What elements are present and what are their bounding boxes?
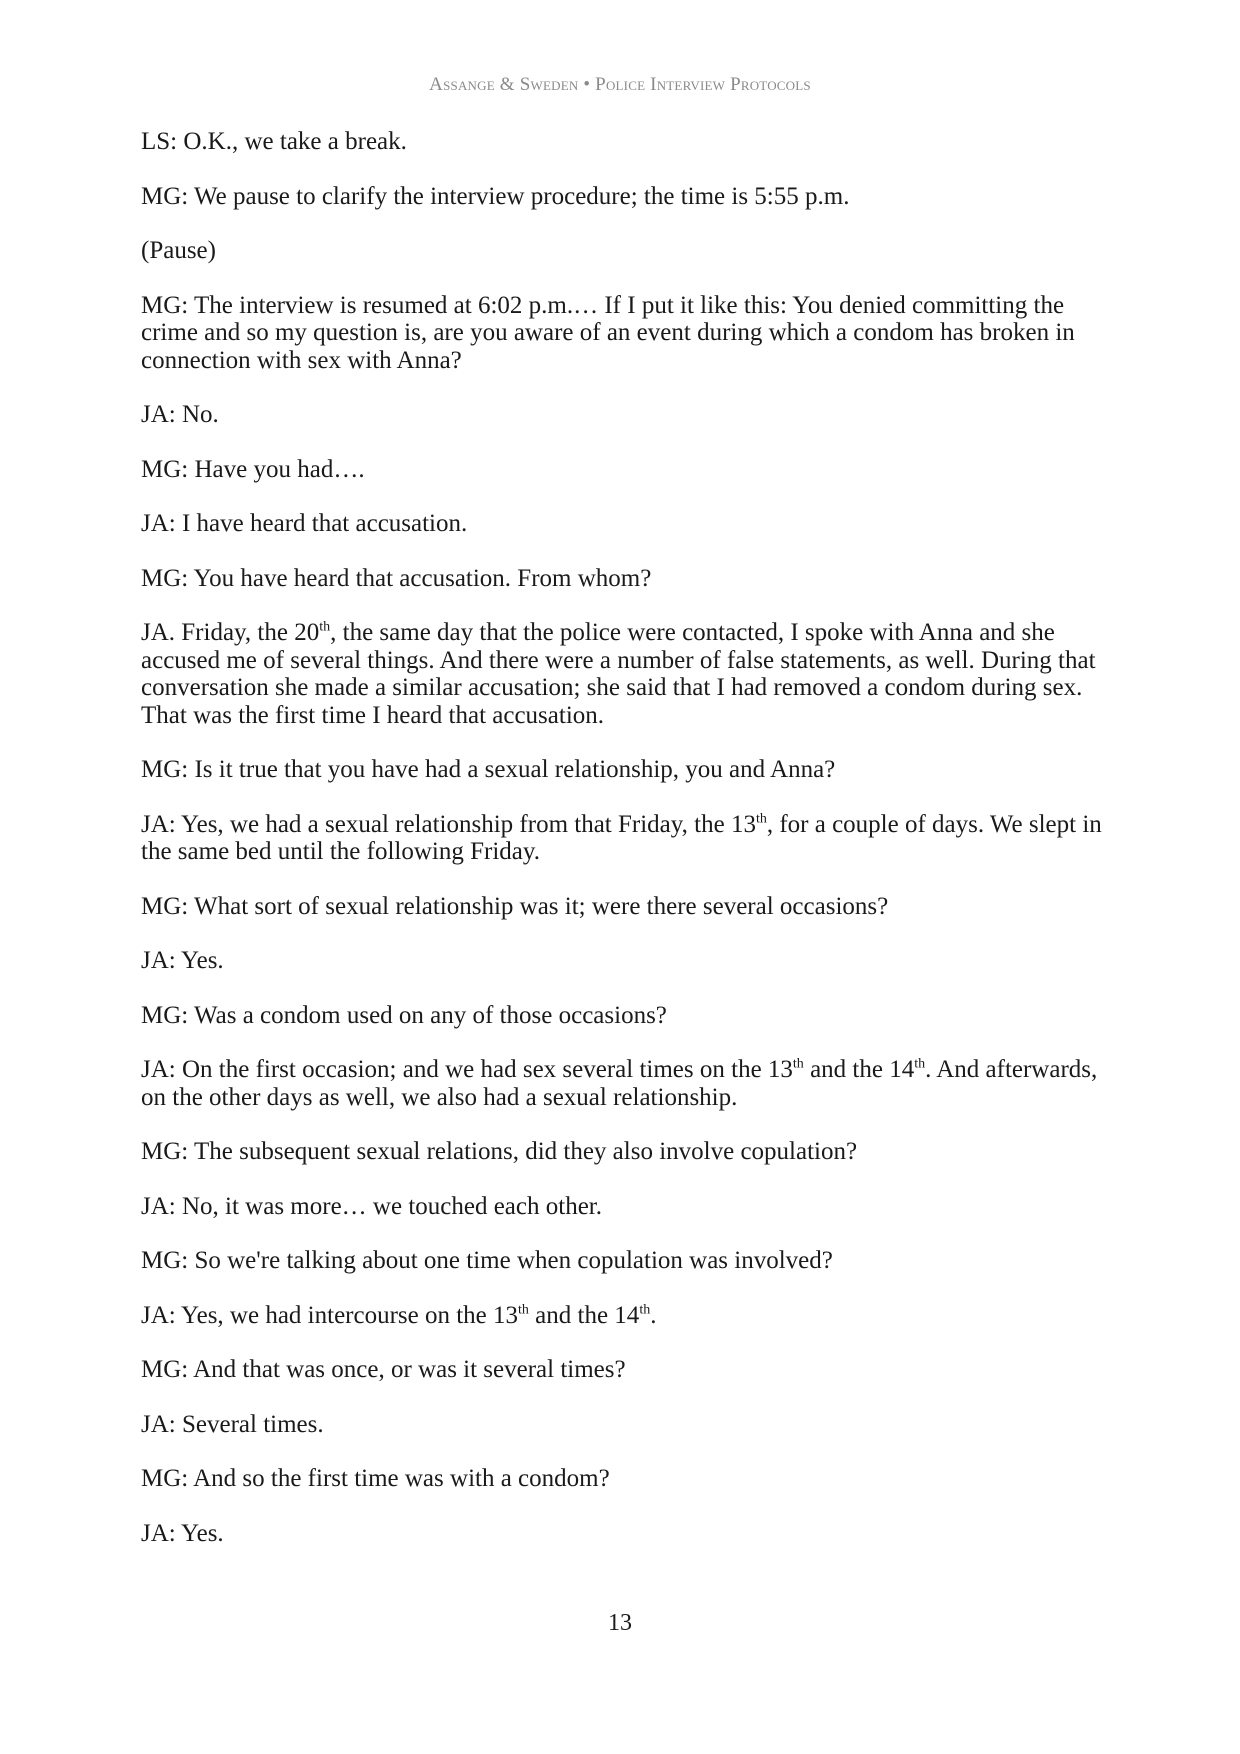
transcript-paragraph bbox=[141, 811, 1109, 866]
transcript-paragraph bbox=[141, 1520, 1109, 1548]
paragraph-text: MG: Have you had…. bbox=[141, 455, 365, 483]
paragraph-text: and the 14 bbox=[528, 1301, 640, 1329]
transcript-paragraph bbox=[141, 456, 1109, 484]
paragraph-text: MG: Is it true that you have had a sexual relationship, you and Anna? bbox=[141, 756, 836, 783]
paragraph-text: MG: You have heard that accusation. From whom? bbox=[141, 564, 652, 592]
transcript-paragraph bbox=[141, 565, 1109, 593]
paragraph-text: JA: No. bbox=[141, 401, 219, 428]
paragraph-text: JA. Friday, the 20 bbox=[141, 619, 320, 646]
paragraph-text: JA: No, it was more… we touched each other. bbox=[141, 1192, 602, 1220]
paragraph-text: MG: The interview is resumed at 6:02 p.m.… If I put it like this: You denied committing the crime and so my question is, are you aware of an event during which a condom has broken in connection with sex with Anna? bbox=[141, 291, 1075, 374]
paragraph-text: MG: And that was once, or was it several times? bbox=[141, 1356, 626, 1383]
transcript-paragraph bbox=[141, 1056, 1109, 1111]
running-header: Assange & Sweden • Police Interview Protocols bbox=[429, 74, 811, 95]
ordinal-superscript: th bbox=[914, 1056, 926, 1072]
paragraph-text: JA: Yes. bbox=[141, 947, 224, 974]
ordinal-superscript: th bbox=[639, 1302, 651, 1318]
paragraph-text: and the 14 bbox=[803, 1056, 915, 1083]
transcript-paragraph bbox=[141, 1465, 1109, 1493]
page-number: 13 bbox=[608, 1610, 632, 1636]
ordinal-superscript: th bbox=[518, 1302, 529, 1318]
transcript-paragraph bbox=[141, 893, 1109, 921]
transcript-paragraph bbox=[141, 1002, 1109, 1030]
transcript-paragraph bbox=[141, 292, 1109, 375]
transcript-paragraph bbox=[141, 1302, 1109, 1330]
paragraph-text: JA: I have heard that accusation. bbox=[141, 510, 468, 537]
ordinal-superscript: th bbox=[792, 1056, 804, 1072]
paragraph-text: MG: The subsequent sexual relations, did they also involve copulation? bbox=[141, 1138, 858, 1165]
transcript-paragraph bbox=[141, 1138, 1109, 1166]
transcript-paragraph bbox=[141, 756, 1109, 784]
transcript-paragraph bbox=[141, 947, 1109, 975]
paragraph-text: LS: O.K., we take a break. bbox=[141, 128, 407, 155]
transcript-paragraph bbox=[141, 1193, 1109, 1221]
transcript-paragraph bbox=[141, 237, 1109, 265]
transcript-body bbox=[141, 128, 1109, 1574]
paragraph-text: JA: On the first occasion; and we had sex several times on the 13 bbox=[141, 1056, 793, 1083]
transcript-paragraph bbox=[141, 1247, 1109, 1275]
transcript-paragraph bbox=[141, 401, 1109, 429]
paragraph-text: MG: We pause to clarify the interview procedure; the time is 5:55 p.m. bbox=[141, 182, 850, 210]
paragraph-text: MG: Was a condom used on any of those occasions? bbox=[141, 1001, 667, 1029]
ordinal-superscript: th bbox=[755, 811, 767, 827]
paragraph-text: . And afterwards, on the other days as well, we also had a sexual relationship. bbox=[141, 1056, 1098, 1111]
paragraph-text: MG: And so the first time was with a condom? bbox=[141, 1465, 610, 1492]
paragraph-text: MG: What sort of sexual relationship was it; were there several occasions? bbox=[141, 892, 889, 920]
paragraph-text: JA: Several times. bbox=[141, 1410, 324, 1438]
paragraph-text: JA: Yes. bbox=[141, 1519, 224, 1547]
transcript-paragraph bbox=[141, 128, 1109, 156]
paragraph-text: JA: Yes, we had intercourse on the 13 bbox=[141, 1301, 519, 1329]
transcript-paragraph bbox=[141, 619, 1109, 729]
transcript-paragraph bbox=[141, 1411, 1109, 1439]
transcript-paragraph bbox=[141, 1356, 1109, 1384]
ordinal-superscript: th bbox=[319, 619, 331, 635]
paragraph-text: MG: So we're talking about one time when copulation was involved? bbox=[141, 1247, 833, 1274]
transcript-paragraph bbox=[141, 510, 1109, 538]
paragraph-text: , the same day that the police were contacted, I spoke with Anna and she accused me of several things. And there were a number of false statements, as well. During that conversation she made a similar accusation; she said that I had removed a condom during sex. That was the first time I heard that accusation. bbox=[141, 619, 1096, 729]
paragraph-text: . bbox=[650, 1301, 657, 1329]
paragraph-text: (Pause) bbox=[141, 237, 216, 264]
paragraph-text: JA: Yes, we had a sexual relationship from that Friday, the 13 bbox=[141, 810, 756, 838]
transcript-paragraph bbox=[141, 183, 1109, 211]
paragraph-text: , for a couple of days. We slept in the same bed until the following Friday. bbox=[141, 810, 1102, 865]
